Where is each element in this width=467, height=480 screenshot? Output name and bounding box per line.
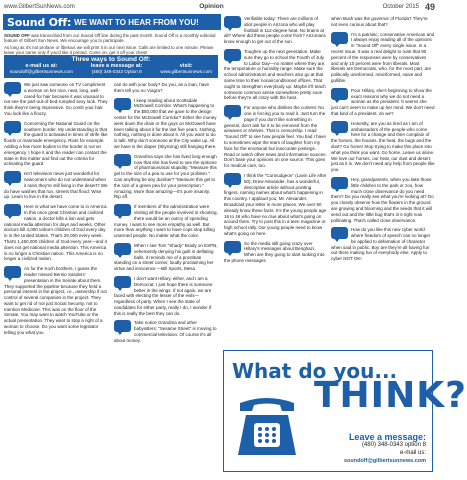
intro-paragraph-1 <box>4 33 219 44</box>
opinion-entry <box>4 266 108 336</box>
opinion-text: If members of the administration were visiting all the people involved in shooting, there would be an outcry of spending money. I want to see more empathy as well. But more than anything I want to have cops stop killing unarmed people. No matter what the color. <box>114 204 218 239</box>
speech-bubble-icon <box>114 204 131 218</box>
opinion-text: Toughen up the next generation. Make sure they go to school the Fourth of July to Labor Day—no matter where they are, the temperature or humidity range. Make sure the school administrators and teachers also go at that same time to their nonairconditioned offices. That ought to strengthen everybody up. Maybe it'll teach someone common sense somewhere pretty soon before they're all crazy with the heat. <box>224 48 326 101</box>
opinion-text: Grandma says she has lived long enough now that she has lived to see the epitome of pharmaceutical stupidity. "Measure this gel to the size of a pea to use for your problem." Can anything be any dumber? "Measure this gel to the size of a green pea for your prescription." Amazing. More than amazing—it's pure insanity. Rip off. <box>114 153 217 200</box>
opinion-text: When I see Tom "Shady" Brady on ESPN, vehemently denying his guilt in deflating balls, it reminds me of a prostitute standing on a street corner, loudly proclaiming her virtue and innocence —Bill Sports, Mesa <box>114 242 218 272</box>
contact-columns <box>4 64 218 74</box>
opinion-text: How do you like this new cyber world where freedom of speech can no longer be applied to defamation of character when said in public. Boy are they're all having fun out there making fun of everybody else. Apply to cyber NOT OK! <box>331 227 431 262</box>
speech-bubble-icon <box>4 266 21 280</box>
leave-message-block <box>344 433 426 465</box>
visit-label: visit: <box>179 63 193 69</box>
opinion-text: Verifiable today: There are millions of idiot people in Arizona who will play football in 112-degree heat. No brains at all? Where did these people come from? Arizonans know enough to get out of the sun. <box>224 16 326 45</box>
contact-visit[interactable] <box>160 64 212 74</box>
opinion-text: I don't want Hillary, either, and I am a Democrat. I just hope there is someone better in the wings. If not again, we are faced with electing the lesser of the evils—regardless of party. When I see the state of candidates for either party, really I do, I wonder if this is really the best they can do. <box>114 275 213 316</box>
issue-date: October 2015 <box>382 3 419 10</box>
opinion-entry <box>331 88 435 117</box>
email-label-bottom: e-mail us: <box>399 450 426 456</box>
page-number: 49 <box>424 1 435 12</box>
opinion-text: Concerning the National Guard on the southern border. My understanding is that the guard is activated in times of strife like floods or manmade emergency. Riots for example. Adding a few more bodies to the border is not an emergency. I hope it and the reader can contact the state in this matter and find out the criteria for activating the guard. <box>4 120 108 167</box>
telephone-icon <box>234 389 300 461</box>
opinion-entry <box>4 171 108 200</box>
contact-phone <box>91 64 143 74</box>
message-phone: (480) 348-0343 option 8 <box>361 442 426 448</box>
opinion-entry <box>331 227 435 262</box>
what-do-you-heading: What do you... <box>232 359 398 383</box>
column-right-a <box>224 16 327 268</box>
contact-email[interactable] <box>10 64 73 74</box>
think-heading: THINK? <box>314 375 467 416</box>
speech-bubble-icon <box>4 204 21 218</box>
opinion-entry <box>114 320 218 343</box>
speech-bubble-icon <box>331 177 348 191</box>
visit-url[interactable]: www.gilbertsunnews.com <box>160 69 212 74</box>
opinion-entry <box>4 121 108 167</box>
opinion-entry <box>331 121 435 173</box>
opinion-entry <box>4 82 108 117</box>
contact-title: Three ways to Sound Off: <box>71 56 151 63</box>
site-url[interactable]: www.GilbertSunNews.com <box>4 3 75 10</box>
column-left <box>4 82 108 340</box>
opinion-text: I keep reading about Scottsdale McDowell Corridor. What's happening to the $50,000 that we gave to the design center for the McDowell Corridor? Either the money went down the drain or the guys on McDowell have been talking about it for the last five years. Nothing, nothing, nothing is done about it. All you want to do is talk. Why don't someone at the City wake up. All we have is the diaper (SkySong) still hanging there. <box>114 97 217 149</box>
what-do-you-think-box <box>223 350 467 472</box>
speech-bubble-icon <box>224 49 241 63</box>
intro-body-1: was transcribed from our Sound Off line during the past month. Sound Off is a monthly editorial feature of Gilbert Sun News. We encourage you to participate. <box>4 33 216 44</box>
intro-lead: SOUND OFF <box>4 33 30 38</box>
opinion-text: We just saw someone on TV compliment a woman on her nice, neat, long, well-cared-for hair because it was unusual to not see the part-out-of-bed-rumpled sexy look. They think they're being impressive. Go comb your hair. You look like a floozy. <box>4 82 108 116</box>
leave-message-title: Leave a message: <box>348 432 426 442</box>
opinion-entry <box>114 98 218 150</box>
speech-bubble-icon <box>331 32 348 46</box>
section-title: Opinion <box>199 3 224 10</box>
speech-bubble-icon <box>4 82 21 96</box>
phone-label: leave a message at: <box>90 63 143 69</box>
sound-off-banner <box>3 14 221 30</box>
email-label: e-mail us at: <box>25 63 58 69</box>
speech-bubble-icon <box>114 98 131 112</box>
opinion-entry <box>114 154 218 200</box>
opinion-text: As for the Koch brothers, I guess the reader missed Bernie Sanders' presentation in the Senate about them. They supported the pipeline because they held a personal interest in the project, i.e., ownership if not control of several companies in the project. They want to get rid of not just Social Security, not to mention Medicare. This was on the floor of the Senate. You may want to watch YouTube or the actual presentation. They want to stop a right of a woman to choose. Do you want some legislator telling you what you <box>4 266 107 335</box>
opinion-entry <box>114 243 218 272</box>
opinion-text: Poor Hillary, she's beginning to show the exact reasons why we do not need a woman as the president. It seems she just can't seem to make up her mind. We don't need that kind of a president, do we? <box>331 87 435 116</box>
opinion-entry <box>331 32 435 84</box>
phone-number: (480) 348-0343 Option 8 <box>91 69 142 74</box>
message-email[interactable]: soundoff@gilbertsunnews.com <box>343 458 426 464</box>
column-right-b <box>331 16 435 266</box>
speech-bubble-icon <box>4 171 21 185</box>
speech-bubble-icon <box>114 276 131 290</box>
opinion-entry <box>224 49 327 101</box>
speech-bubble-icon <box>224 173 241 187</box>
opinion-entry <box>331 177 435 223</box>
opinion-text: I'm a patriotic, conservative American and I always enjoy reading all of the opinions in "Sound Off" every single issue. In a recent issue, it was a real delight to note that 90 percent of the responses were by conservatives and only 10 percent were from liberals. Most liberals are Democrats, who, for the most part, are politically uninformed, misinformed, naive and gullible. <box>331 31 435 83</box>
opinion-entry <box>224 105 327 169</box>
email-address[interactable]: soundoff@gilbertsunnews.com <box>10 69 73 74</box>
speech-bubble-icon <box>331 121 348 135</box>
opinion-entry <box>331 16 435 28</box>
opinion-entry <box>4 204 108 262</box>
opinion-entry <box>224 241 327 264</box>
speech-bubble-icon <box>224 16 241 30</box>
speech-bubble-icon <box>331 88 348 102</box>
banner-title: Sound Off: <box>7 15 72 29</box>
opinion-entry <box>224 173 327 237</box>
speech-bubble-icon <box>114 243 131 257</box>
speech-bubble-icon <box>331 227 348 241</box>
opinion-entry <box>224 16 327 45</box>
opinion-text: can do with your body? Do you, as a man, have them tell you no Viagra? <box>114 82 210 93</box>
column-middle <box>114 82 218 348</box>
opinion-text: Honestly, are you as tired as I am of ambassadors of the people who come here for a change and then complain of the horses, the houses, the heat, the bugs and the dust? Go home! Stop trying to make this place into what you think you want. Go home. Leave us alone. We love our horses, our heat, our dust and desert, just as it is. We don't need any help from people like you. <box>331 120 435 173</box>
opinion-text: I think the "Curmudgeon" (Lavin Life After 50), Drew Alexander, has a wonderful, descriptive article without pointing fingers, naming names about what's happening in this country. I applaud you, Mr. Alexander. Broadcast your letter in more places. We over 50 already know these facts. It's the young people age 16 to 46 who have no clue about what's going on around them. Try to post this in a teen magazine or high school rally. Our young people need to know what's going on here. <box>224 172 327 236</box>
intro-paragraph-2: As long as it's not profane or libelous we will print it in our next issue. Calls are limited to one minute. Please leave your name only if you'd like it printed. Come on, get it off your chest! <box>4 44 214 56</box>
opinion-entry <box>114 204 218 239</box>
opinion-text: Take notice Grandma and other babysitters: "Sesame Street" is moving to commercial television. Of course it's all about money. <box>114 320 217 343</box>
speech-bubble-icon <box>114 154 131 168</box>
page-masthead <box>0 0 439 13</box>
opinion-text: Hey, grandparents, when you take those little children to the park or zoo, how much close observance do you need them? Do you really see what you're looking at? Do you closely observe how the flowers in the ground are growing and blooming and the seeds that it will send out and the little bug that's in it right now pollinating. That's called close observance. <box>331 176 434 223</box>
opinion-text: Here is what we have come to in America. In this once great Christian and civilized nation, a doctor kills a lion and gets national media attention for days and weeks. Other doctors kill 4,000 unborn children of God every day in in the United States. That's 28,000 every week. That's 1,460,000 children of God every year—and it does not get national media attention. This America is no longer a Christian nation. This America is no longer a civilized nation. <box>4 204 108 262</box>
speech-bubble-icon <box>224 241 241 255</box>
opinion-text: So the media still going crazy over Hillary's messages about Benghazi. When are they going to start looking into the phone messages <box>224 240 325 264</box>
opinion-entry <box>114 82 218 94</box>
opinion-text: when Bush was the governor of Florida? They're not even curious about that? <box>331 16 428 27</box>
intro-text <box>4 33 219 57</box>
banner-subtitle: WE WANT TO HEAR FROM YOU! <box>74 17 199 27</box>
speech-bubble-icon <box>4 121 21 135</box>
contact-box <box>4 55 218 78</box>
opinion-text: For anyone who dislikes the content: No one is forcing you to read it. Just turn the page if you don't like something in general, don't ask for it to be removed from the airwaves or shelves. That is censorship. I read "Sound Off" to see how people feel. You bad I have to sometimes wipe the tears of laughter from my face for the emotional but inaccurate postings. Read or watch other news and information sources. Don't base your opinions on one source. This goes for medical care, too. <box>224 105 327 169</box>
speech-bubble-icon <box>114 320 131 334</box>
speech-bubble-icon <box>224 105 241 119</box>
opinion-entry <box>114 276 218 317</box>
opinion-text: Isn't television news just wonderful for newcomers who do not understand when it rains they're still living in the desert? We do have washes that run, streets that flood. Wise up. Learn to live in the desert. <box>4 171 108 200</box>
